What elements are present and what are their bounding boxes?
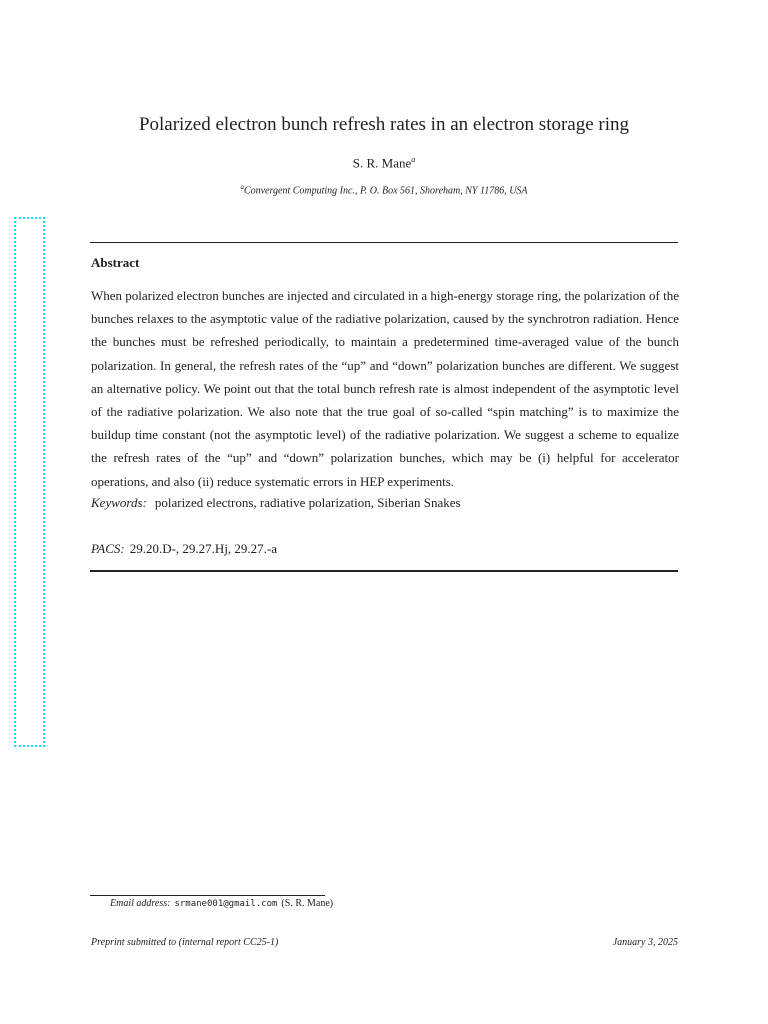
author-name: S. R. Mane (352, 155, 412, 171)
paper-title: Polarized electron bunch refresh rates in an electron storage ring (138, 114, 630, 135)
keywords-line (91, 495, 461, 511)
affiliation-mark: a (240, 183, 244, 191)
keywords-label: Keywords: (91, 495, 147, 510)
pacs-line (91, 541, 277, 557)
preprint-note: Preprint submitted to (internal report CC25-1) (91, 937, 279, 948)
author-affiliation-mark: a (411, 155, 416, 164)
abstract-text: When polarized electron bunches are injected and circulated in a high-energy storage ring, the polarization of the bunches relaxes to the asymptotic value of the radiative polarization, caused by the synchrotron radiation. Hence the bunches must be refreshed periodically, to maintain a predetermined time-averaged value of the bunch polarization. In general, the refresh rates of the “up” and “down” polarization bunches are different. We suggest an alternative policy. We point out that the total bunch refresh rate is almost independent of the asymptotic level of the radiative polarization. We also note that the true goal of so-called “spin matching” is to maximize the buildup time constant (not the asymptotic level) of the radiative polarization. We suggest a scheme to equalize the refresh rates of the “up” and “down” polarization bunches, which may be (i) helpful for accelerator operations, and also (ii) reduce systematic errors in HEP experiments. (91, 288, 679, 489)
footnote-email[interactable]: srmane001@gmail.com (174, 899, 278, 909)
footnote-email-label: Email address: (110, 898, 171, 909)
arxiv-side-box (14, 217, 45, 747)
pacs-label: PACS: (91, 541, 125, 556)
abstract-bottom-rule (90, 570, 678, 572)
abstract-heading: Abstract (91, 255, 140, 270)
affiliation-line (90, 183, 678, 196)
abstract-top-rule (90, 242, 678, 243)
affiliation-text: Convergent Computing Inc., P. O. Box 561, Shoreham, NY 11786, USA (243, 185, 528, 197)
footnote (110, 898, 333, 909)
pacs-value: 29.20.D-, 29.27.Hj, 29.27.-a (129, 541, 278, 556)
preprint-date: January 3, 2025 (612, 937, 678, 948)
author-line (90, 155, 678, 171)
keywords-value: polarized electrons, radiative polarization, Siberian Snakes (154, 495, 461, 510)
footnote-rule (90, 895, 325, 896)
footnote-suffix: (S. R. Mane) (281, 898, 334, 909)
